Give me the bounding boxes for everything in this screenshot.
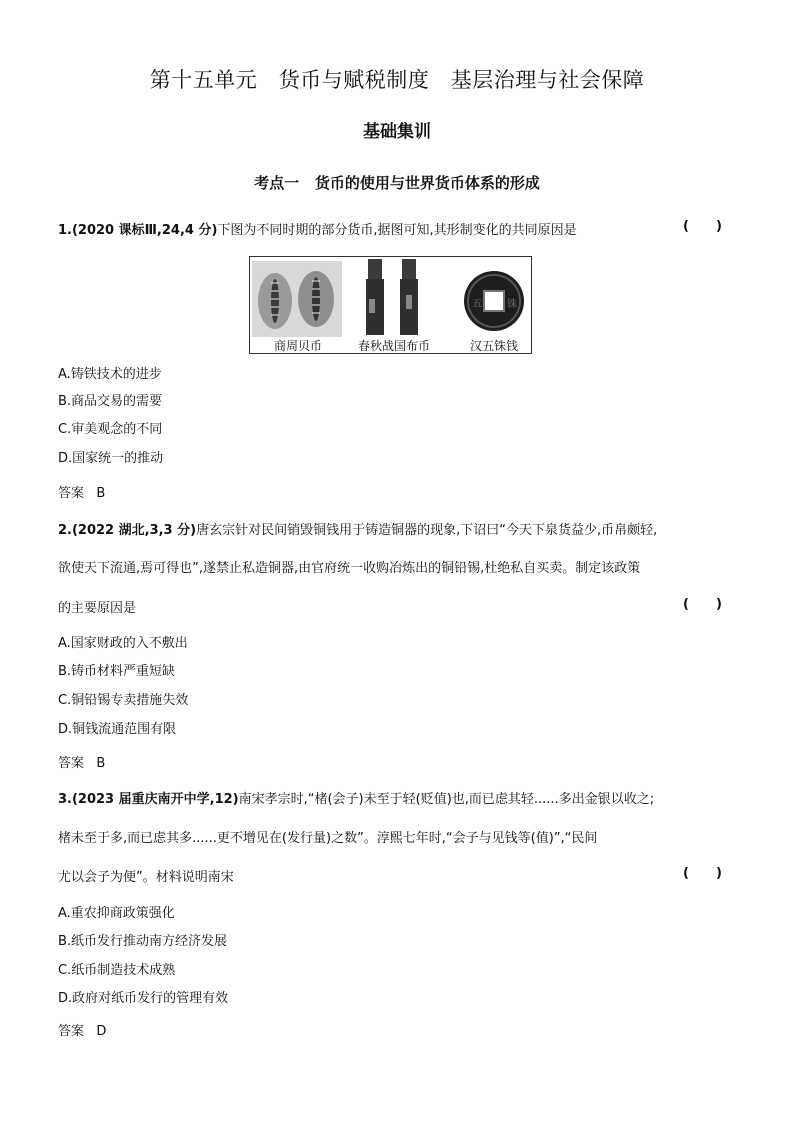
question-1-source: 1.(2020 课标Ⅲ,24,4 分) [58,223,218,238]
question-2-text-1: 唐玄宗针对民间销毁铜钱用于铸造铜器的现象,下诏曰“今天下泉货益少,币帛颇轻, [196,523,658,538]
subtitle: 基础集训 [363,122,431,142]
section-heading: 考点一 货币的使用与世界货币体系的形成 [254,174,540,192]
question-3-option-c: C.纸币制造技术成熟 [58,963,176,978]
question-2-line-1 [58,519,657,538]
question-2-answer [58,752,105,771]
shell-currency-image [252,261,342,337]
question-1-text: 下图为不同时期的部分货币,据图可知,其形制变化的共同原因是 [217,223,577,238]
answer-label: 答案 [58,486,85,501]
spade-currency-image [366,259,418,335]
question-3 [58,788,722,1038]
question-1-option-c: C.审美观念的不同 [58,422,163,437]
question-3-line-3: 尤以会子为便”。材料说明南宋 [58,870,234,885]
answer-label: 答案 [58,1024,85,1039]
question-3-option-d: D.政府对纸币发行的管理有效 [58,991,229,1006]
question-1-stem [58,219,577,238]
answer-value: D [96,1024,107,1039]
question-1-option-a: A.铸铁技术的进步 [58,367,162,382]
answer-value: B [96,486,106,501]
caption-wuzhu-coin: 汉五铢钱 [469,339,518,353]
wuzhu-coin-image [464,271,524,331]
question-3-option-b: B.纸币发行推动南方经济发展 [58,934,228,949]
question-3-line-1 [58,788,654,807]
question-1-option-d: D.国家统一的推动 [58,451,164,466]
answer-label: 答案 [58,756,85,771]
svg-text:五: 五 [472,299,482,310]
answer-value: B [96,756,106,771]
question-2-line-3: 的主要原因是 [58,601,137,616]
question-2-option-b: B.铸币材料严重短缺 [58,664,176,679]
question-3-answer [58,1020,106,1039]
question-1-option-b: B.商品交易的需要 [58,394,163,409]
question-1-answer [58,482,105,501]
currency-figure [249,256,532,354]
question-3-answer-blank: ( ) [682,866,722,881]
question-3-line-2: 楮未至于多,而已虑其多......更不增见在(发行量)之数”。淳熙七年时,“会子与见钱等(值)”,“民间 [58,831,598,846]
question-2-line-2: 欲使天下流通,焉可得也”,遂禁止私造铜器,由官府统一收购冶炼出的铜铅锡,杜绝私自买卖。制定该政策 [58,561,641,576]
question-3-text-1: 南宋孝宗时,“楮(会子)未至于轻(贬值)也,而已虑其轻......多出金银以收之; [238,792,655,807]
question-2-source: 2.(2022 湖北,3,3 分) [58,523,197,538]
question-2-option-d: D.铜钱流通范围有限 [58,722,177,737]
svg-text:铢: 铢 [507,299,517,310]
question-2-option-c: C.铜铅锡专卖措施失效 [58,693,189,708]
question-2-answer-blank: ( ) [682,597,722,612]
unit-title: 第十五单元 货币与赋税制度 基层治理与社会保障 [149,68,645,92]
caption-shell-money: 商周贝币 [273,339,322,353]
question-2 [58,519,722,769]
question-1-answer-blank: ( ) [682,219,722,234]
question-2-option-a: A.国家财政的入不敷出 [58,636,188,651]
question-3-source: 3.(2023 届重庆南开中学,12) [58,792,239,807]
caption-spade-money: 春秋战国布币 [357,339,430,353]
question-3-option-a: A.重农抑商政策强化 [58,906,175,921]
